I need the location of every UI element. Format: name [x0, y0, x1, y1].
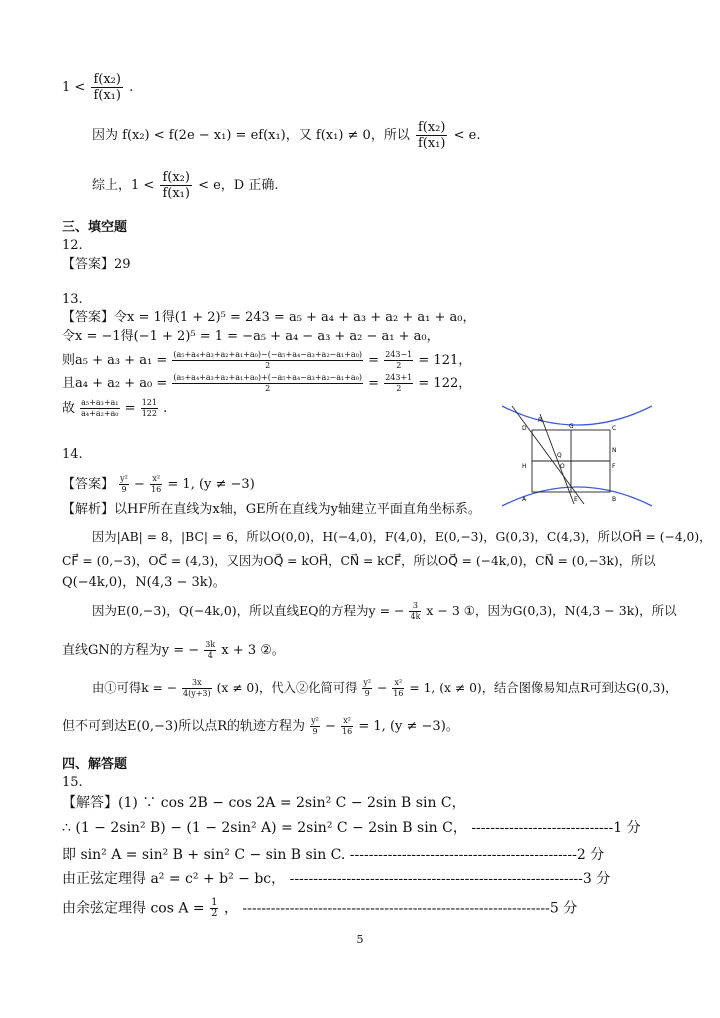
ratio-line: 1 < $\frac{\text{f(x₂)}}{\text{f(x₁)}}$ .: [62, 72, 134, 103]
figure-svg: [502, 404, 652, 508]
q14-analysis-5: 因为E(0,−3)，Q(−4k,0)，所以直线EQ的方程为y = − $\frac{3}{4k}$ x − 3 ①，因为G(0,3)，N(4,3 − 3k)，所以: [92, 601, 677, 621]
q14-analysis-1: 【解析】以HF所在直线为x轴，GE所在直线为y轴建立平面直角坐标系。: [62, 502, 481, 517]
q15-step-3: 即 sin² A = sin² B + sin² C − sin B sin C. ------------------------------------------------2 分: [62, 847, 605, 863]
q15-step-2: ∴ (1 − 2sin² B) − (1 − 2sin² A) = 2sin² C − 2sin B sin C， ------------------------------1 分: [62, 820, 641, 836]
label-e: E: [574, 496, 578, 503]
because-line: 因为 f(x₂) < f(2e − x₁) = ef(x₁)，又 f(x₁) ≠ 0，所以 $\frac{\text{f(x₂)}}{\text{f(x₁)}}$ < e.: [92, 120, 481, 151]
label-c: C: [612, 425, 617, 432]
q14-analysis-4: Q(−4k,0)，N(4,3 − 3k)。: [62, 575, 226, 590]
label-b: B: [612, 496, 617, 503]
label-g: G: [569, 423, 574, 430]
label-q: Q: [557, 452, 562, 459]
page-number: 5: [356, 933, 364, 946]
summary-line: 综上，1 < $\frac{\text{f(x₂)}}{\text{f(x₁)}}$ < e，D 正确.: [92, 170, 279, 201]
label-a: A: [522, 496, 527, 503]
hyperbola-upper: [502, 406, 652, 425]
label-d: D: [522, 425, 527, 432]
q14-analysis-3: CF⃗ = (0,−3)，OC⃗ = (4,3)，又因为OQ⃗ = kOH⃗，CN⃗ = kCF⃗，所以OQ⃗ = (−4k,0)，CN⃗ = (0,−3k)，所以: [62, 554, 656, 568]
q15-step-1: 【解答】(1) ∵ cos 2B − cos 2A = 2sin² C − 2sin B sin C，: [62, 795, 466, 811]
q13-line-4: 且a₄ + a₂ + a₀ = $\frac{\text{(a₅+a₄+a₃+a₂+a₁+a₀)+(−a₅+a₄−a₃+a₂−a₁+a₀)}}{2}$ = $\frac{243+1}{2}$ = 122，: [62, 373, 472, 393]
q14-answer: 【答案】 $\frac{\text{y²}}{9}$ − $\frac{\text{x²}}{16}$ = 1, (y ≠ −3): [62, 474, 255, 494]
q15-number: 15.: [62, 775, 83, 790]
q13-line-2: 令x = −1得(−1 + 2)⁵ = 1 = −a₅ + a₄ − a₃ + a₂ − a₁ + a₀，: [62, 329, 440, 344]
label-f: F: [612, 463, 616, 470]
q14-analysis-7: 由①可得k = − $\frac{3x}{4(y+3)}$ (x ≠ 0)，代入②化简可得 $\frac{\text{y²}}{9}$ − $\frac{\text{x²}}{16}$ = 1, (x ≠ 0)，结合图像易知点R可到达G(0,3)，: [92, 678, 678, 698]
q13-line-3: 则a₅ + a₃ + a₁ = $\frac{\text{(a₅+a₄+a₃+a₂+a₁+a₀)−(−a₅+a₄−a₃+a₂−a₁+a₀)}}{2}$ = $\frac{243-1}{2}$ = 121，: [62, 350, 472, 370]
q13-line-5: 故 $\frac{\text{a₅+a₃+a₁}}{\text{a₄+a₂+a₀}}$ = $\frac{121}{122}$ .: [62, 398, 168, 418]
q14-analysis-8: 但不可到达E(0,−3)所以点R的轨迹方程为 $\frac{\text{y²}}{9}$ − $\frac{\text{x²}}{16}$ = 1, (y ≠ −3)。: [62, 716, 459, 736]
q14-analysis-2: 因为|AB| = 8，|BC| = 6，所以O(0,0)，H(−4,0)，F(4,0)，E(0,−3)，G(0,3)，C(4,3)，所以OH⃗ = (−4,0)，: [92, 530, 712, 544]
hyperbola-figure: [502, 404, 652, 508]
label-o: O: [560, 463, 565, 470]
q13-number: 13.: [62, 292, 83, 307]
q12-number: 12.: [62, 238, 83, 253]
label-n: N: [612, 447, 617, 454]
label-r: R: [538, 417, 543, 424]
q14-analysis-6: 直线GN的方程为y = − $\frac{3k}{4}$ x + 3 ②。: [62, 640, 285, 660]
q13-line-1: 【答案】令x = 1得(1 + 2)⁵ = 243 = a₅ + a₄ + a₃ + a₂ + a₁ + a₀，: [62, 310, 476, 325]
q12-answer: 【答案】29: [62, 257, 131, 272]
label-h: H: [522, 463, 527, 470]
q15-step-5: 由余弦定理得 cos A = $\frac{1}{2}$ ， -----------------------------------------------------------------5 分: [62, 897, 578, 919]
q15-step-4: 由正弦定理得 a² = c² + b² − bc， --------------------------------------------------------------3 分: [62, 871, 611, 887]
q14-number: 14.: [62, 447, 83, 462]
section-title-fill: 三、填空题: [62, 220, 128, 235]
section-title-solve: 四、解答题: [62, 757, 128, 772]
